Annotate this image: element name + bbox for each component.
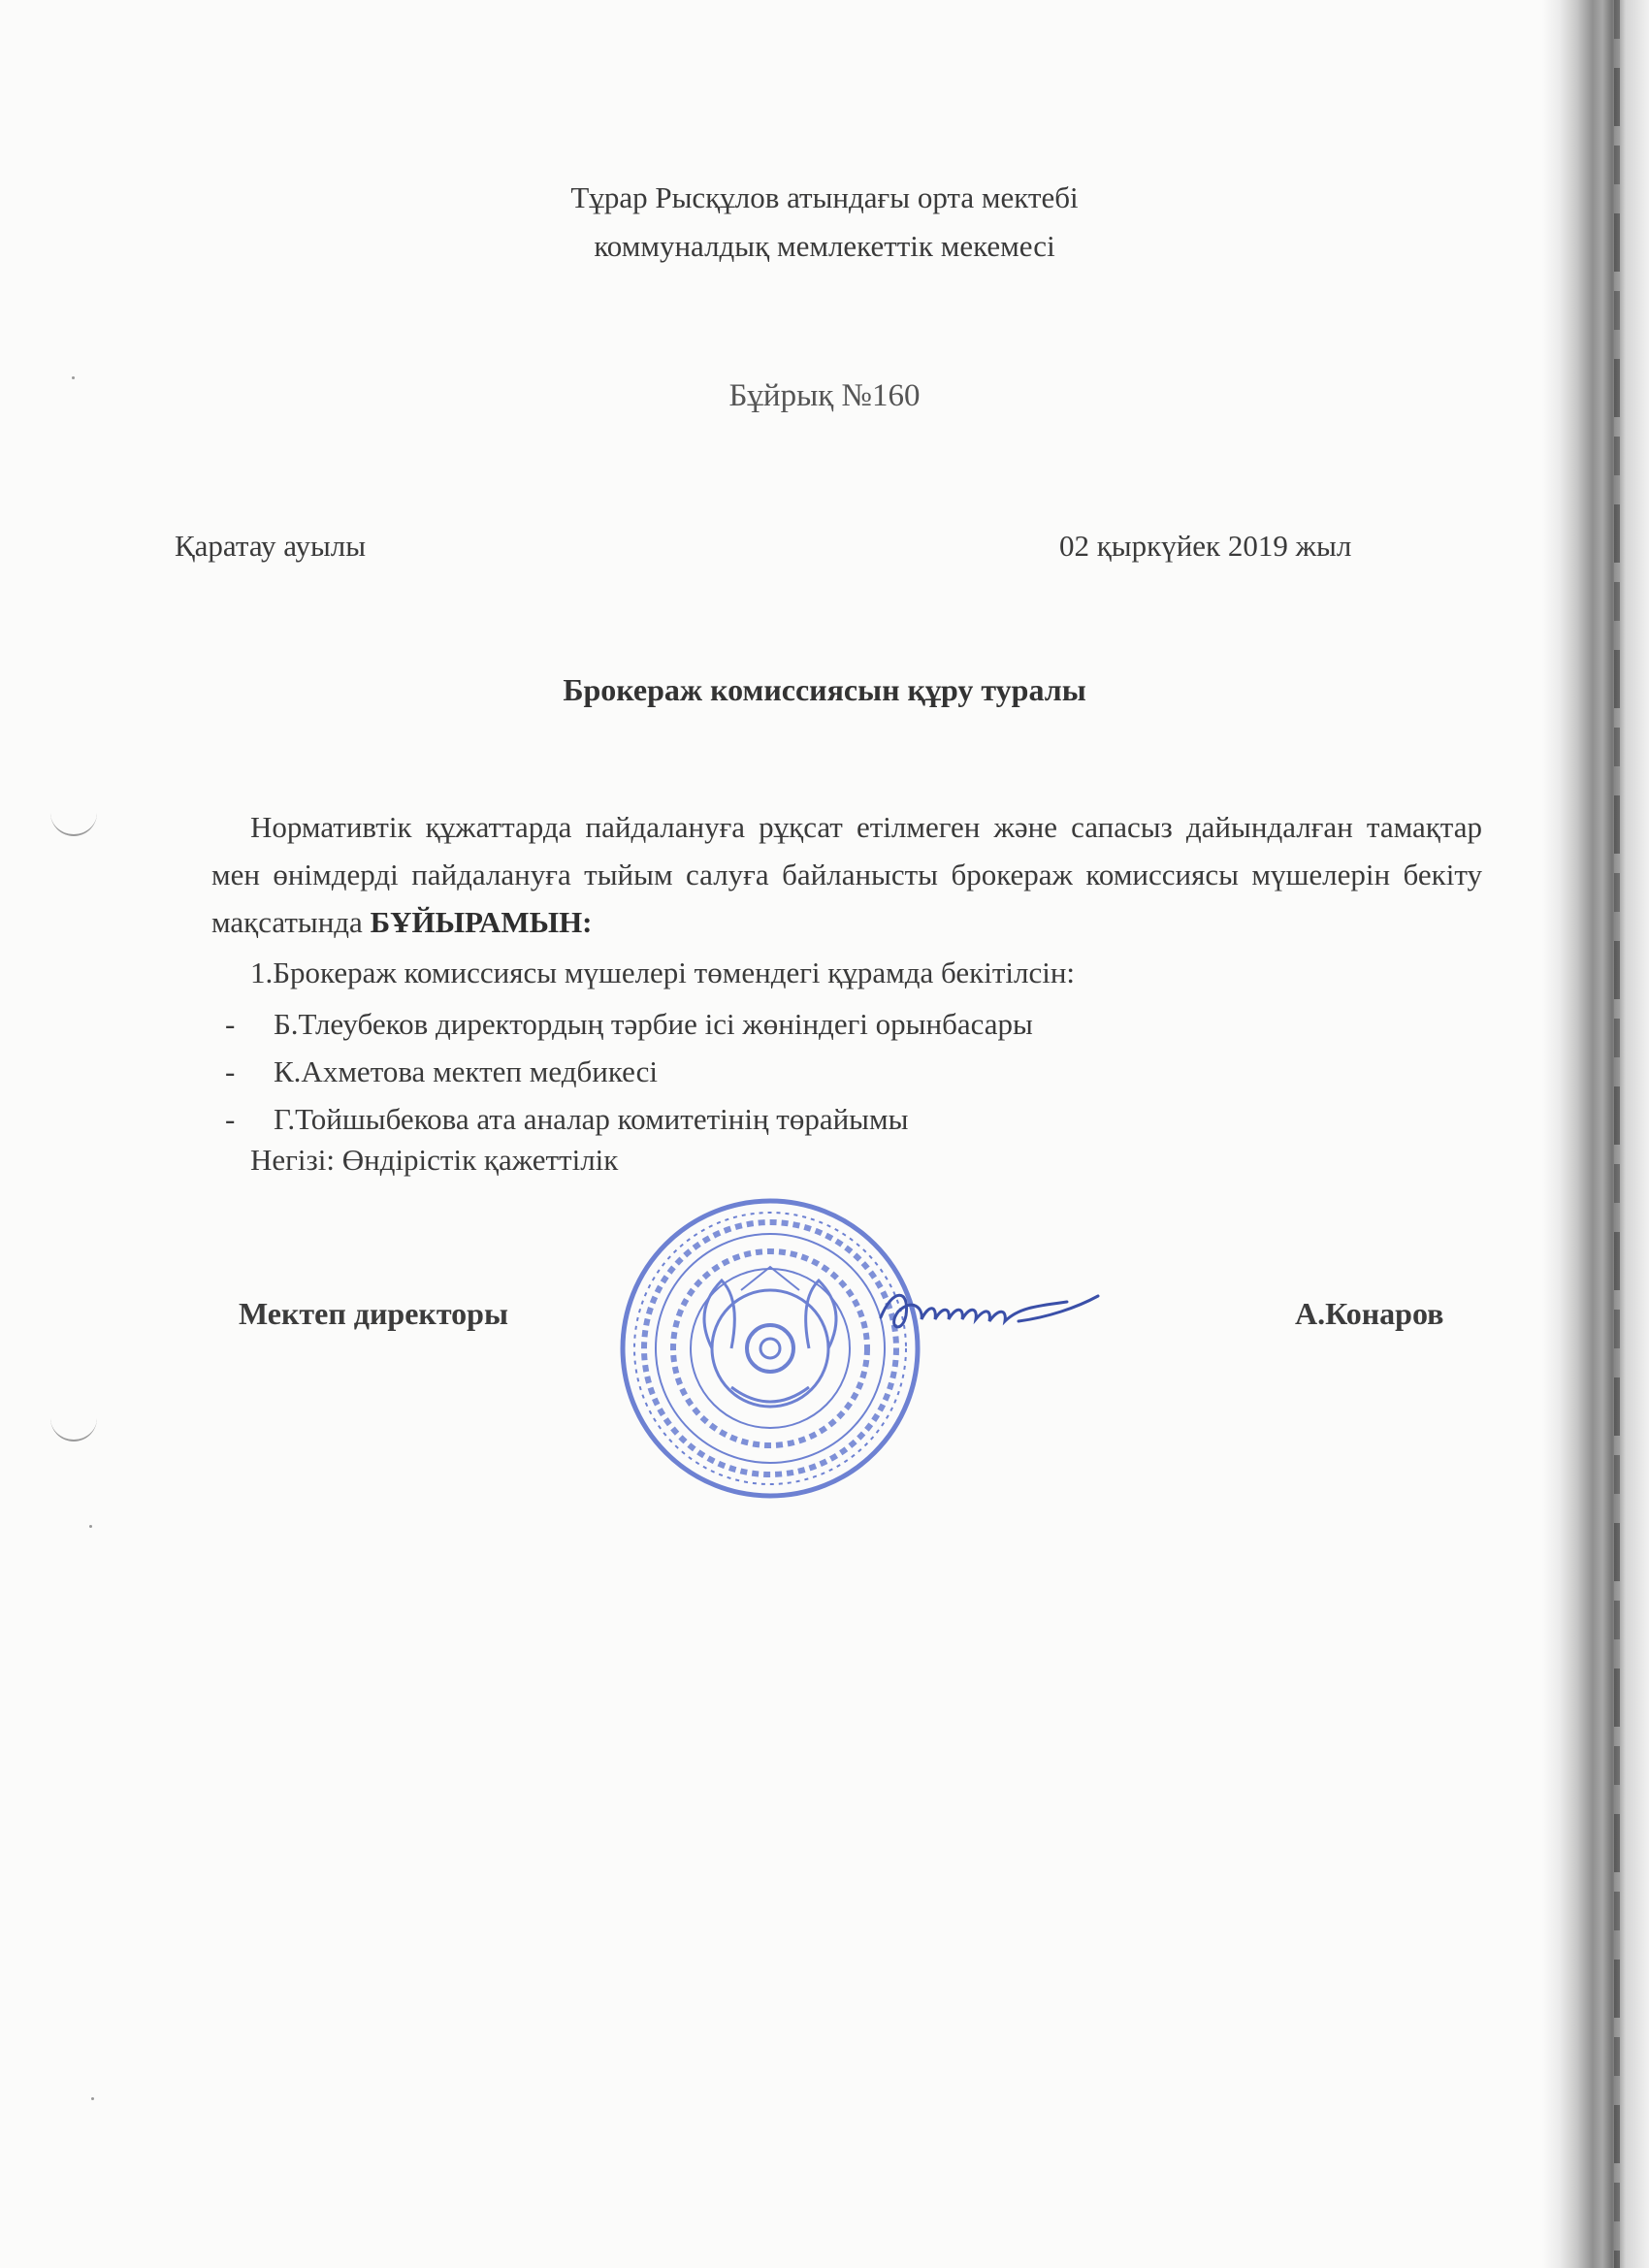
punch-hole-mark — [50, 813, 97, 836]
order-body — [211, 803, 1482, 946]
organization-name-line1: Тұрар Рысқұлов атындағы орта мектебі — [570, 180, 1079, 214]
list-item — [225, 1095, 1033, 1143]
order-place: Қаратау ауылы — [175, 529, 367, 563]
dash-bullet: - — [225, 1054, 236, 1088]
scan-speck — [89, 1525, 92, 1528]
dash-bullet: - — [225, 1102, 236, 1136]
member-text: К.Ахметова мектеп медбикесі — [274, 1054, 659, 1088]
order-date: 02 қыркүйек 2019 жыл — [1059, 529, 1352, 563]
member-text: Б.Тлеубеков директордың тәрбие ісі жөніндегі орынбасары — [274, 1007, 1033, 1041]
order-item-1: 1.Брокераж комиссиясы мүшелері төмендегі құрамда бекітілсін: — [250, 956, 1076, 989]
handwritten-signature — [873, 1279, 1106, 1346]
organization-name-line2: коммуналдық мемлекеттік мекемесі — [594, 229, 1055, 263]
order-subject: Брокераж комиссиясын құру туралы — [563, 672, 1086, 707]
scan-edge-streak — [1614, 0, 1620, 2268]
member-text: Г.Тойшыбекова ата аналар комитетінің төрайымы — [274, 1102, 909, 1136]
body-paragraph-text: Нормативтік құжаттарда пайдалануға рұқсат етілмеген және сапасыз дайындалған тамақтар мен өнімдерді пайдалануға тыйым салуға байланысты брокераж комиссиясы мүшелерін бекіту мақсатында — [211, 810, 1482, 939]
signatory-position: Мектеп директоры — [239, 1296, 508, 1331]
members-list — [225, 1000, 1033, 1143]
list-item — [225, 1048, 1033, 1095]
punch-hole-mark — [50, 1418, 97, 1442]
scan-edge-shadow — [1542, 0, 1649, 2268]
order-command: БҰЙЫРАМЫН: — [370, 905, 593, 939]
official-stamp — [615, 1193, 925, 1504]
order-title: Бұйрық №160 — [728, 378, 921, 413]
dash-bullet: - — [225, 1007, 236, 1041]
body-paragraph — [211, 803, 1482, 946]
scan-speck — [91, 2097, 94, 2100]
order-basis: Негізі: Өндірістік қажеттілік — [250, 1143, 619, 1177]
signatory-name: А.Конаров — [1295, 1296, 1444, 1331]
list-item — [225, 1000, 1033, 1048]
